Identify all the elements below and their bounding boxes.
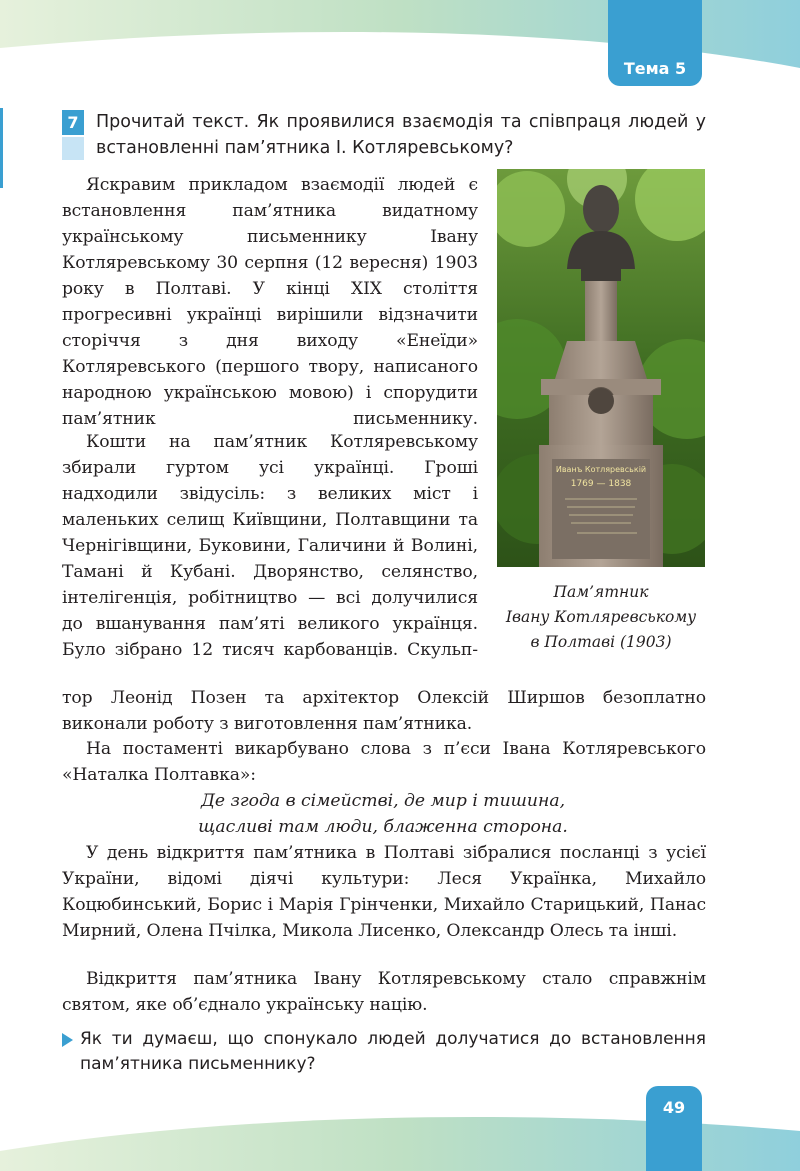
- paragraph-2-continued: тор Леонід Позен та архітектор Олексій Ширшов безоплатно виконали роботу з виготовлення пам’ятника.: [62, 688, 706, 734]
- poem-quote: [60, 788, 706, 840]
- paragraph-2: Кошти на пам’ятник Котляревському збирали гуртом усі українці. Гроші надходили звідусіль: з великих міст і маленьких селищ Київщини, Полтавщини та Чернігівщини, Буковини, Галичини й Волині, Тамані й Кубані. Дворянство, селянство, інтелігенція, робітництво — всі долучилися до вшанування пам’яті великого українця. Було зібрано 12 тисяч карбованців. Скульп-: [62, 432, 478, 660]
- caption-line: Пам’ятник: [553, 583, 649, 601]
- page-number-tab: [646, 1086, 702, 1171]
- plaque-name: Иванъ Котляревській: [555, 465, 647, 474]
- paragraph-1: Яскравим прикладом взаємодії людей є встановлення пам’ятника видатному українському письменнику Івану Котляревському 30 серпня (12 вересня) 1903 року в Полтаві. У кінці XIX століття прогресивні українці вирішили відзначити сторіччя з дня виходу «Енеїди» Котляревського (першого твору, написаного народною українською мовою) і спорудити пам’ятник письменнику.: [62, 175, 478, 429]
- paragraph-4: У день відкриття пам’ятника в Полтаві зібралися посланці з усієї України, відомі діячі культури: Леся Українка, Михайло Коцюбинський, Борис і Марія Грінченки, Михайло Старицький, Панас Мирний, Олена Пчілка, Микола Лисенко, Олександр Олесь та інші.: [62, 843, 706, 941]
- photo-caption: [497, 580, 705, 655]
- plaque-years: 1769 — 1838: [570, 479, 632, 489]
- monument-photo: [497, 169, 705, 567]
- theme-tab: [608, 0, 702, 86]
- poem-line: щасливі там люди, блаженна сторона.: [198, 817, 568, 837]
- question-bullet-icon: [62, 1033, 73, 1047]
- question-text: Як ти думаєш, що спонукало людей долучатися до встановлення пам’ятника письменнику?: [80, 1029, 706, 1074]
- task-prompt: Прочитай текст. Як проявилися взаємодія та співпраця людей у встановленні пам’ятника І. Котляревському?: [96, 112, 706, 158]
- task-number-shade: [62, 137, 84, 160]
- left-edge-marker: [0, 108, 3, 188]
- theme-label: Тема 5: [623, 59, 687, 78]
- paragraph-3: На постаменті викарбувано слова з п’єси Івана Котляревського «Наталка Полтавка»:: [62, 739, 706, 785]
- page-number: 49: [662, 1098, 686, 1117]
- caption-line: Івану Котляревському: [505, 608, 697, 626]
- caption-line: в Полтаві (1903): [530, 633, 672, 651]
- paragraph-5: Відкриття пам’ятника Івану Котляревському стало справжнім святом, яке об’єднало українську націю.: [62, 969, 706, 1015]
- task-number: 7: [62, 110, 84, 135]
- poem-line: Де згода в сімействі, де мир і тишина,: [200, 791, 566, 811]
